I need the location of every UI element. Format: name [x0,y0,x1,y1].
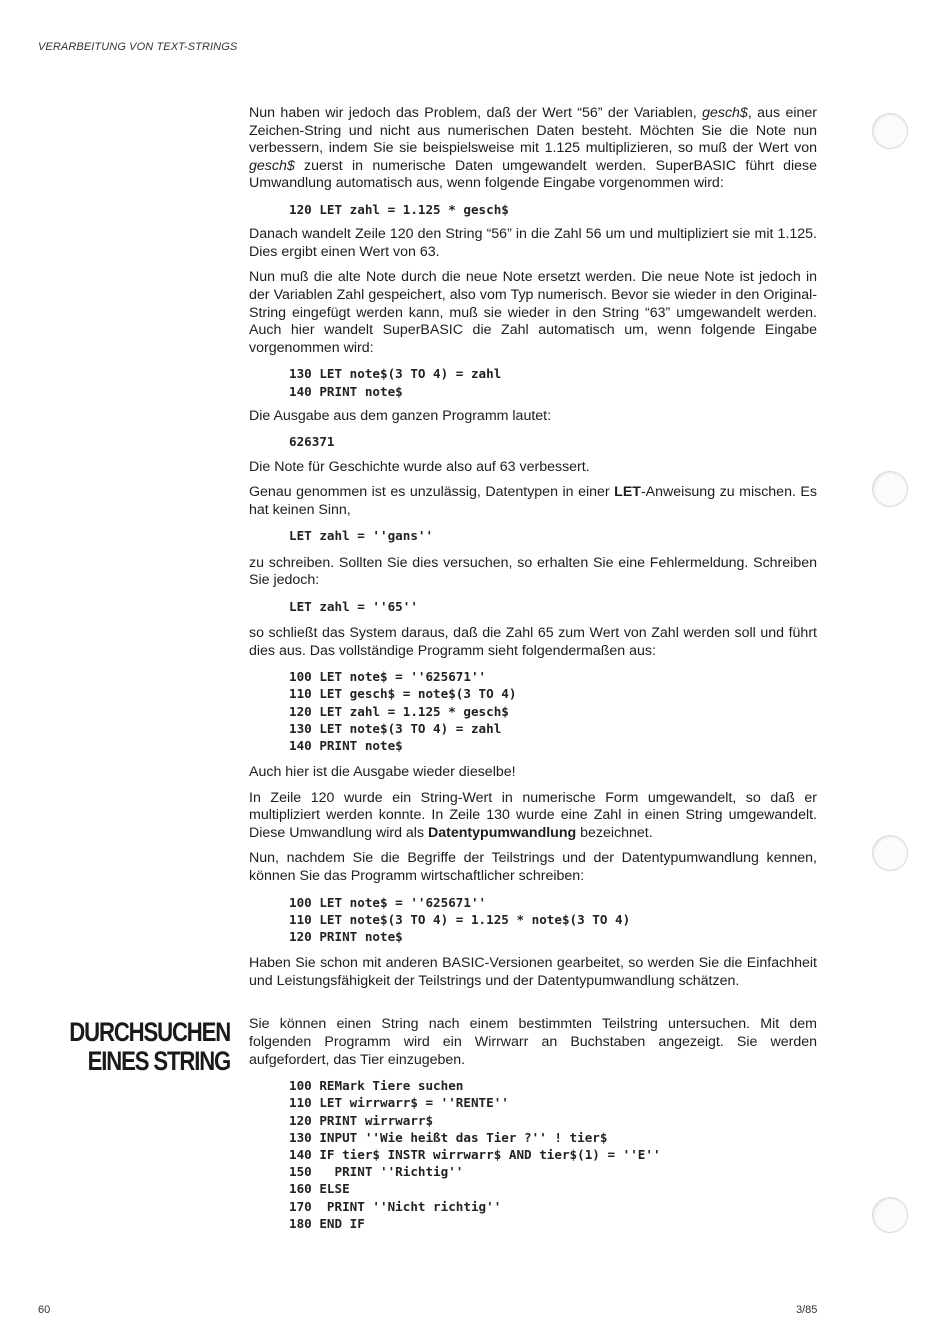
edition-code: 3/85 [796,1304,818,1316]
code-line: 120 PRINT wirrwarr$ [289,1112,434,1128]
section-title [69,1018,230,1076]
paragraph: Nun muß die alte Note durch die neue Note ersetzt werden. Die neue Note ist jedoch in der Variablen Zahl gespeichert, also vom Typ numerisch. Bevor sie wieder in den Original-String eingefügt werden kann, muß sie wieder in den String “63” umgewandelt werden. Auch hier wandelt SuperBASIC die Zahl automatisch um, wenn folgende Eingabe vorgenommen wird: [249,269,817,356]
punch-hole [872,113,908,149]
code-block [289,201,817,218]
code-line: 130 INPUT ''Wie heißt das Tier ?'' ! tier$ [289,1129,608,1145]
punch-hole [872,1197,908,1233]
code-block [289,894,817,946]
code-line: 110 LET wirrwarr$ = ''RENTE'' [289,1095,509,1111]
code-line: 100 REMark Tiere suchen [289,1078,464,1094]
code-line: 170 PRINT ''Nicht richtig'' [289,1198,502,1214]
code-line: 140 PRINT note$ [289,737,403,753]
code-block [289,365,817,399]
code-line: 130 LET note$(3 TO 4) = zahl [289,720,502,736]
code-line: 120 PRINT note$ [289,929,403,945]
paragraph: Danach wandelt Zeile 120 den String “56” in die Zahl 56 um und multipliziert sie mit 1.125. Dies ergibt einen Wert von 63. [249,226,817,260]
page-number: 60 [38,1304,51,1316]
code-line: 180 END IF [289,1215,365,1231]
code-line: 120 LET zahl = 1.125 * gesch$ [289,201,509,217]
paragraph: In Zeile 120 wurde ein String-Wert in numerische Form umgewandelt, so daß er multipliziert werden konnte. In Zeile 130 wurde eine Zahl in einen String umgewandelt. Diese Umwandlung wird als Datentypumwandlung bezeichnet. [249,789,817,841]
running-header: VERARBEITUNG VON TEXT-STRINGS [38,41,238,53]
paragraph: Die Note für Geschichte wurde also auf 63 verbessert. [249,458,590,475]
code-line: 100 LET note$ = ''625671'' [289,894,487,910]
code-line: 120 LET zahl = 1.125 * gesch$ [289,703,509,719]
code-line: 130 LET note$(3 TO 4) = zahl [289,366,502,382]
paragraph: Auch hier ist die Ausgabe wieder dieselbe! [249,764,516,781]
code-line: 626371 [289,434,335,450]
main-column [249,105,817,1240]
code-line: 140 IF tier$ INSTR wirrwarr$ AND tier$(1) = ''E'' [289,1147,661,1163]
code-line: 100 LET note$ = ''625671'' [289,669,487,685]
code-block [289,433,817,450]
paragraph: Genau genommen ist es unzulässig, Datentypen in einer LET-Anweisung zu mischen. Es hat keinen Sinn, [249,484,817,518]
paragraph: zu schreiben. Sollten Sie dies versuchen, so erhalten Sie eine Fehlermeldung. Schreiben Sie jedoch: [249,554,817,589]
code-line: LET zahl = ''gans'' [289,528,434,544]
paragraph: Nun haben wir jedoch das Problem, daß der Wert “56” der Variablen, gesch$, aus einer Zeichen-String und nicht aus numerischen Daten besteht. Möchten Sie die Note nun verbessern, indem Sie sie beispielsweise mit 1.125 multiplizieren, so muß der Wert von gesch$ zuerst in numerische Daten umgewandelt werden. SuperBASIC führt diese Umwandlung automatisch aus, wenn folgende Eingabe vorgenommen wird: [249,105,817,192]
paragraph: so schließt das System daraus, daß die Zahl 65 zum Wert von Zahl werden soll und führt dies aus. Das vollständige Programm sieht folgendermaßen aus: [249,624,817,659]
punch-hole [872,835,908,871]
code-line: 110 LET note$(3 TO 4) = 1.125 * note$(3 TO 4) [289,911,631,927]
section-title-line-2: EINES STRING [87,1046,230,1076]
section-title-line-1: DURCHSUCHEN [69,1017,230,1047]
code-line: 160 ELSE [289,1181,350,1197]
punch-hole [872,471,908,507]
code-block [289,1077,817,1232]
paragraph: Nun, nachdem Sie die Begriffe der Teilstrings und der Datentypumwandlung kennen, können Sie das Programm wirtschaftlicher schreiben: [249,850,817,885]
code-block [289,668,817,754]
code-line: LET zahl = ''65'' [289,598,418,614]
code-block [289,598,817,615]
paragraph: Die Ausgabe aus dem ganzen Programm lautet: [249,407,552,424]
paragraph: Haben Sie schon mit anderen BASIC-Versionen gearbeitet, so werden Sie die Einfachheit und Leistungsfähigkeit der Teilstrings und der Datentypumwandlung schätzen. [249,955,817,989]
code-line: 110 LET gesch$ = note$(3 TO 4) [289,686,517,702]
paragraph: Sie können einen String nach einem bestimmten Teilstring untersuchen. Mit dem folgenden Programm wird ein Wirrwarr an Buchstaben angezeigt. Sie werden aufgefordert, das Tier einzugeben. [249,1016,817,1068]
code-line: 140 PRINT note$ [289,383,403,399]
code-block [289,527,817,544]
code-line: 150 PRINT ''Richtig'' [289,1164,464,1180]
